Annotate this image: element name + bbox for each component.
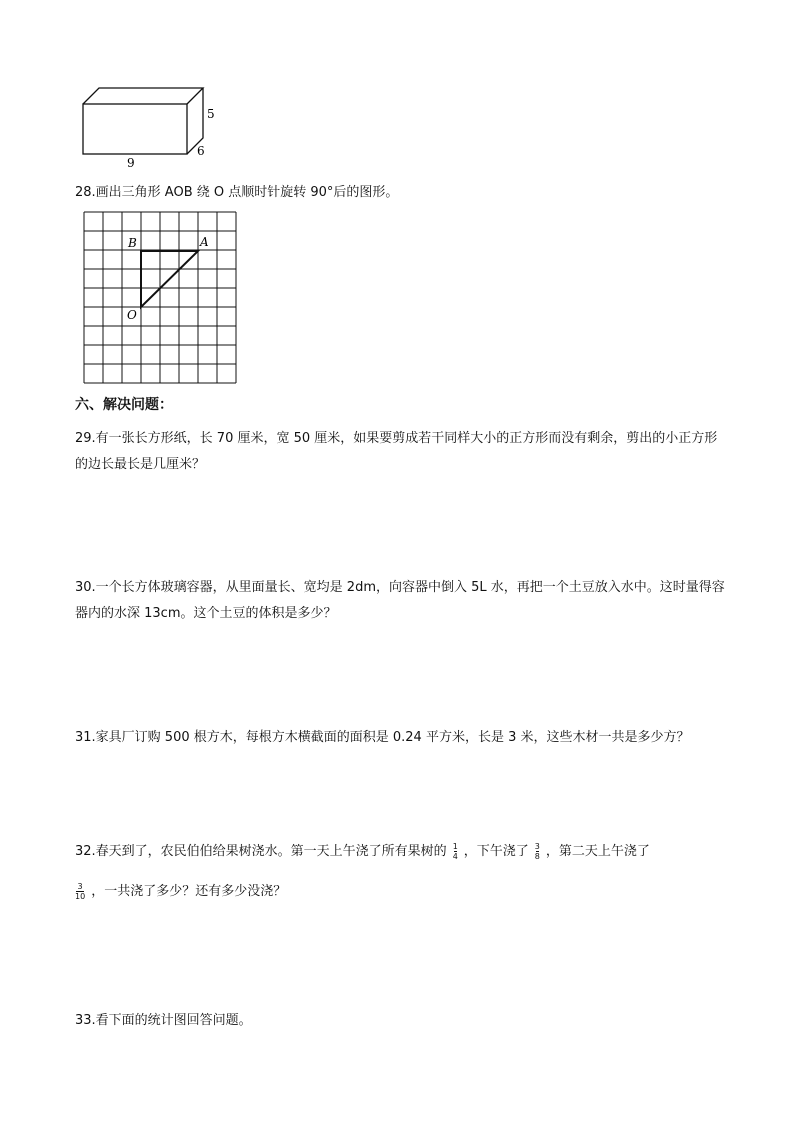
question-29-text: 29.有一张长方形纸，长 70 厘米，宽 50 厘米，如果要剪成若干同样大小的正方形而没有剩余，剪出的小正方形的边长最长是几厘米？ [75,431,718,472]
fraction-numerator: 3 [77,882,83,891]
fraction-three-eighths [535,842,540,861]
point-a-label: A [200,235,209,249]
cuboid-front-face [83,104,187,154]
point-b-label: B [128,236,137,250]
section-6-heading: 六、解决问题： [75,397,173,413]
question-28-text: 28.画出三角形 AOB 绕 O 点顺时针旋转 90°后的图形。 [75,185,399,200]
question-33-text: 33.看下面的统计图回答问题。 [75,1013,252,1028]
question-31-text: 31.家具厂订购 500 根方木，每根方木横截面的面积是 0.24 平方米，长是 3 米，这些木材一共是多少方？ [75,730,690,745]
fraction-denominator: 4 [452,852,458,861]
question-30-text: 30.一个长方体玻璃容器，从里面量长、宽均是 2dm，向容器中倒入 5L 水，再把一个土豆放入水中。这时量得容器内的水深 13cm。这个土豆的体积是多少？ [75,580,725,621]
fraction-one-quarter [453,842,458,861]
triangle-aob [141,251,198,307]
cuboid-depth-label: 6 [197,144,205,158]
cuboid-top-face [83,88,203,104]
question-32-part4: ，一共浇了多少？还有多少没浇？ [91,884,287,899]
fraction-denominator: 8 [534,852,540,861]
question-32-part2: ，下午浇了 [463,844,529,859]
cuboid-length-label: 9 [127,156,135,170]
rotation-grid [80,208,240,386]
point-o-label: O [127,308,137,322]
fraction-denominator: 10 [75,892,86,901]
question-32-part3: ，第二天上午浇了 [545,844,650,859]
cuboid-figure [75,82,225,172]
question-32-text [75,832,725,912]
fraction-numerator: 3 [534,842,540,851]
fraction-three-tenths [75,882,85,901]
question-32-part1: 32.春天到了，农民伯伯给果树浇水。第一天上午浇了所有果树的 [75,844,447,859]
fraction-numerator: 1 [452,842,458,851]
cuboid-height-label: 5 [207,107,215,121]
grid-lines [84,212,236,383]
